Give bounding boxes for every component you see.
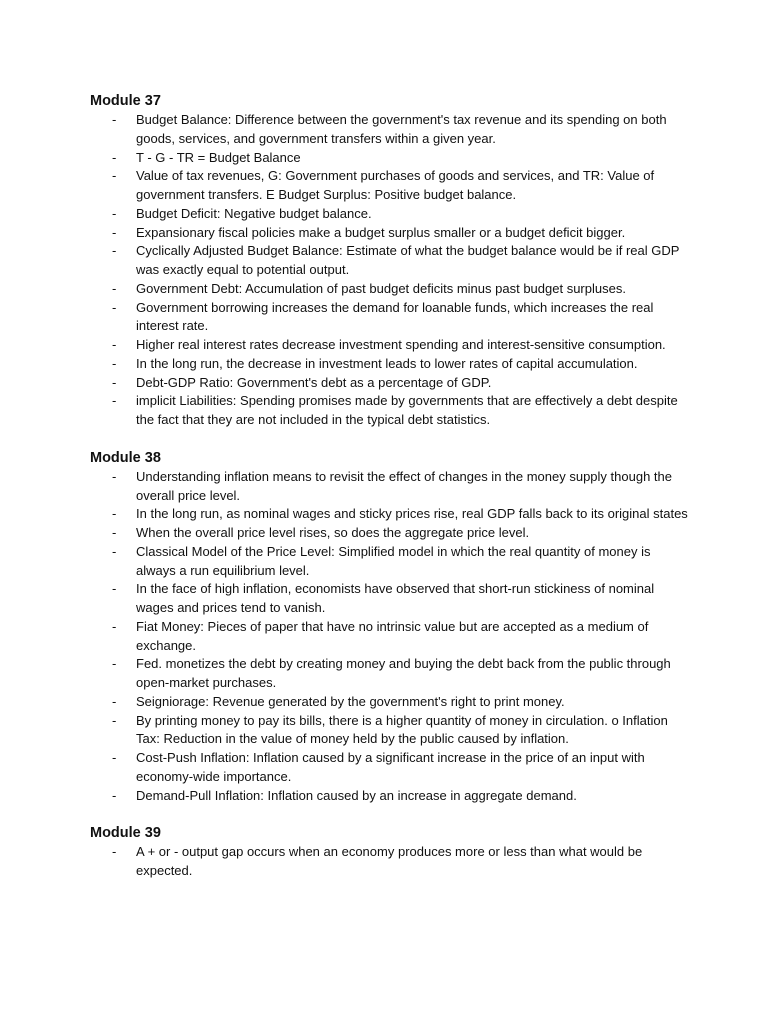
list-item-text: Cost-Push Inflation: Inflation caused by a significant increase in the price of an input with economy-wide importance. bbox=[136, 750, 645, 784]
list-item bbox=[90, 392, 690, 430]
dash-bullet: - bbox=[112, 243, 117, 259]
dash-bullet: - bbox=[112, 299, 117, 315]
dash-bullet: - bbox=[112, 168, 117, 184]
notes-content bbox=[90, 92, 690, 900]
list-item-text: Government Debt: Accumulation of past budget deficits minus past budget surpluses. bbox=[136, 280, 626, 296]
bullet-list bbox=[90, 468, 690, 806]
dash-bullet: - bbox=[112, 224, 117, 240]
dash-bullet: - bbox=[112, 280, 117, 296]
list-item bbox=[90, 787, 690, 806]
list-item bbox=[90, 543, 690, 581]
module-38-section bbox=[90, 449, 690, 806]
list-item-text: Budget Deficit: Negative budget balance. bbox=[136, 205, 372, 221]
list-item-text: In the long run, the decrease in investment leads to lower rates of capital accumulation. bbox=[136, 355, 638, 371]
list-item-text: Seigniorage: Revenue generated by the government's right to print money. bbox=[136, 693, 565, 709]
list-item-text: Budget Balance: Difference between the government's tax revenue and its spending on both goods, services, and government transfers within a given year. bbox=[136, 112, 667, 146]
dash-bullet: - bbox=[112, 374, 117, 390]
list-item bbox=[90, 111, 690, 149]
list-item-text: When the overall price level rises, so does the aggregate price level. bbox=[136, 525, 530, 540]
list-item-text: Demand-Pull Inflation: Inflation caused by an increase in aggregate demand. bbox=[136, 787, 577, 803]
dash-bullet: - bbox=[112, 525, 117, 540]
list-item-text: implicit Liabilities: Spending promises made by governments that are effectively a debt despite the fact that they are not included in the typical debt statistics. bbox=[136, 393, 678, 427]
dash-bullet: - bbox=[112, 468, 117, 484]
list-item-text: Debt-GDP Ratio: Government's debt as a percentage of GDP. bbox=[136, 374, 492, 390]
dash-bullet: - bbox=[112, 712, 117, 728]
list-item bbox=[90, 580, 690, 618]
list-item bbox=[90, 205, 690, 224]
list-item-text: Expansionary fiscal policies make a budget surplus smaller or a budget deficit bigger. bbox=[136, 224, 626, 240]
list-item bbox=[90, 280, 690, 299]
dash-bullet: - bbox=[112, 581, 117, 597]
bullet-list bbox=[90, 111, 690, 430]
list-item-text: Classical Model of the Price Level: Simplified model in which the real quantity of money is always a run equilibrium level. bbox=[136, 543, 651, 578]
dash-bullet: - bbox=[112, 355, 117, 371]
list-item bbox=[90, 299, 690, 337]
module-heading: Module 38 bbox=[90, 449, 161, 466]
list-item-text: Cyclically Adjusted Budget Balance: Estimate of what the budget balance would be if real GDP was exactly equal to potential output. bbox=[136, 243, 680, 277]
list-item bbox=[90, 524, 690, 543]
list-item bbox=[90, 224, 690, 243]
list-item bbox=[90, 505, 690, 524]
module-heading: Module 39 bbox=[90, 825, 161, 842]
list-item-text: A + or - output gap occurs when an economy produces more or less than what would be expected. bbox=[136, 844, 643, 878]
list-item bbox=[90, 655, 690, 693]
list-item bbox=[90, 693, 690, 712]
module-heading: Module 37 bbox=[90, 93, 161, 109]
list-item bbox=[90, 468, 690, 506]
list-item-text: T - G - TR = Budget Balance bbox=[136, 149, 301, 165]
list-item-text: In the long run, as nominal wages and sticky prices rise, real GDP falls back to its original states bbox=[136, 506, 688, 522]
module-39-section bbox=[90, 824, 690, 881]
list-item bbox=[90, 336, 690, 355]
dash-bullet: - bbox=[112, 543, 117, 559]
list-item bbox=[90, 618, 690, 656]
dash-bullet: - bbox=[112, 112, 117, 127]
bullet-list bbox=[90, 843, 690, 881]
list-item-text: Higher real interest rates decrease investment spending and interest-sensitive consumption. bbox=[136, 337, 666, 352]
list-item bbox=[90, 749, 690, 787]
list-item bbox=[90, 355, 690, 374]
dash-bullet: - bbox=[112, 618, 117, 634]
dash-bullet: - bbox=[112, 656, 117, 672]
list-item bbox=[90, 843, 690, 881]
list-item bbox=[90, 149, 690, 168]
list-item bbox=[90, 167, 690, 205]
list-item-text: Understanding inflation means to revisit the effect of changes in the money supply though the overall price level. bbox=[136, 468, 672, 503]
list-item-text: Fed. monetizes the debt by creating money and buying the debt back from the public through open-market purchases. bbox=[136, 656, 671, 690]
dash-bullet: - bbox=[112, 693, 117, 709]
dash-bullet: - bbox=[112, 393, 117, 409]
list-item-text: By printing money to pay its bills, there is a higher quantity of money in circulation. o Inflation Tax: Reduction in the value of money held by the public caused by inflation. bbox=[136, 712, 668, 747]
dash-bullet: - bbox=[112, 149, 117, 165]
list-item bbox=[90, 374, 690, 393]
list-item-text: In the face of high inflation, economists have observed that short-run stickiness of nominal wages and prices tend to vanish. bbox=[136, 581, 655, 615]
dash-bullet: - bbox=[112, 506, 117, 522]
module-37-section bbox=[90, 92, 690, 430]
dash-bullet: - bbox=[112, 205, 117, 221]
dash-bullet: - bbox=[112, 337, 117, 352]
dash-bullet: - bbox=[112, 844, 117, 860]
list-item-text: Value of tax revenues, G: Government purchases of goods and services, and TR: Value of government transfers. E Budget Surplus: Positive budget balance. bbox=[136, 168, 655, 202]
list-item-text: Fiat Money: Pieces of paper that have no intrinsic value but are accepted as a medium of exchange. bbox=[136, 618, 649, 653]
list-item bbox=[90, 242, 690, 280]
list-item bbox=[90, 712, 690, 750]
dash-bullet: - bbox=[112, 750, 117, 765]
dash-bullet: - bbox=[112, 787, 117, 803]
list-item-text: Government borrowing increases the demand for loanable funds, which increases the real interest rate. bbox=[136, 299, 654, 334]
